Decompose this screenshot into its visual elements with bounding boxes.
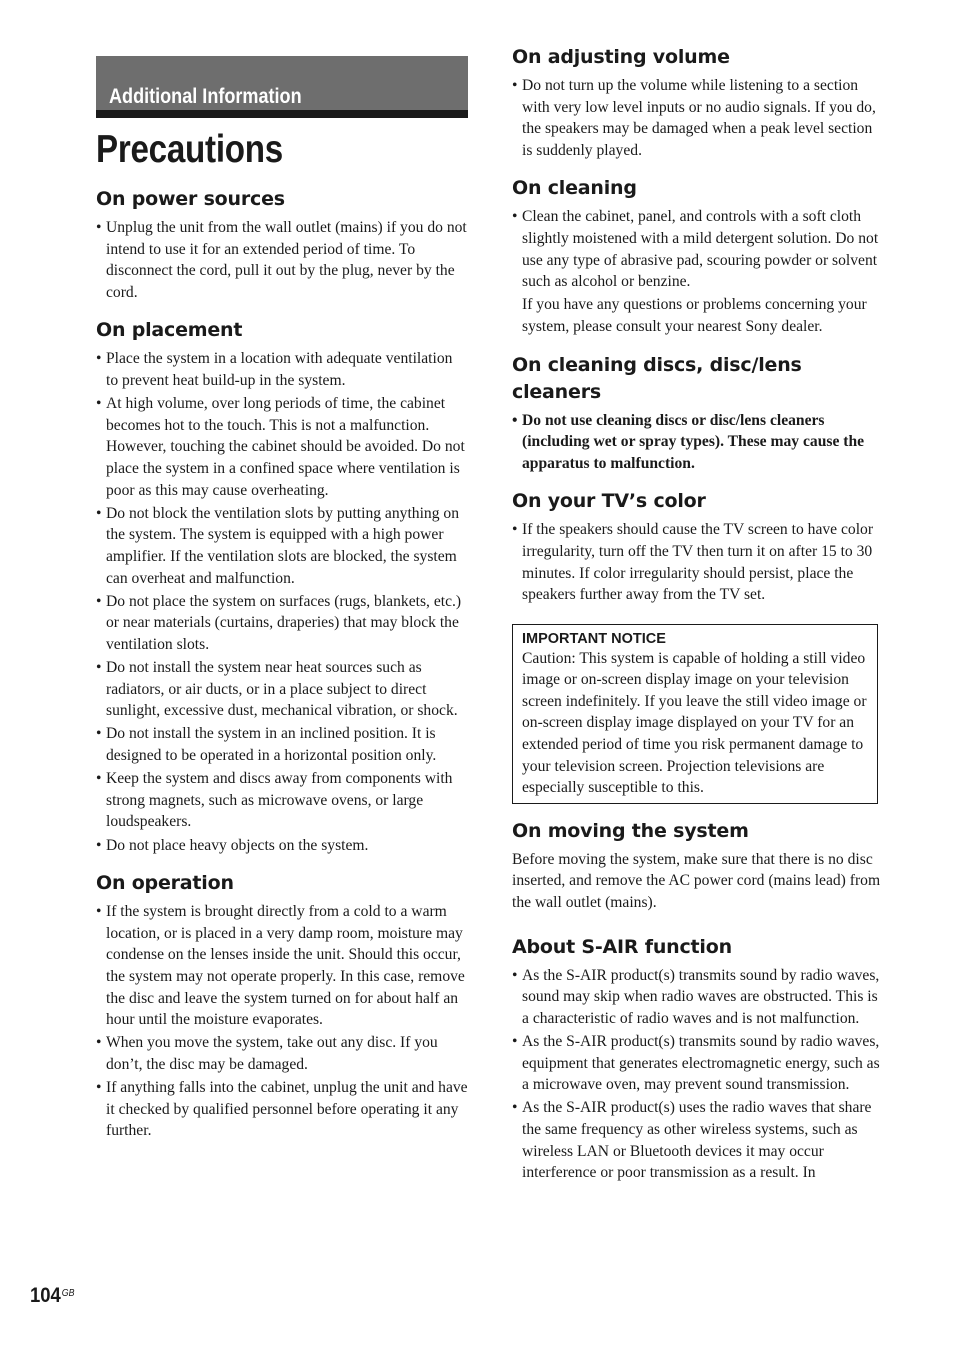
list-placement (96, 348, 468, 856)
list-item: • If the speakers should cause the TV screen to have color irregularity, turn off the TV then turn it on after 15 to 30 minutes. If color irregularity should persist, place the speakers further away from the TV set. (512, 519, 882, 605)
section-banner (96, 56, 468, 118)
heading-tv-color: On your TV’s color (512, 490, 706, 513)
list-item: • As the S-AIR product(s) uses the radio waves that share the same frequency as other wireless systems, such as wireless LAN or Bluetooth devices it may occur interference or poor transmission as a result. In (512, 1097, 882, 1183)
page-number-suffix: GB (61, 1288, 75, 1299)
list-item: • Do not turn up the volume while listening to a section with very low level inputs or no audio signals. If you do, the speakers may be damaged when a peak level section is suddenly played. (512, 75, 882, 161)
list-item: • Do not block the ventilation slots by putting anything on the system. The system is equipped with a high power amplifier. If the ventilation slots are blocked, the system can overheat and malfunction. (96, 503, 468, 589)
list-cleaning-discs (512, 410, 882, 475)
list-item: • Do not install the system near heat sources such as radiators, or air ducts, or in a place subject to direct sunlight, excessive dust, mechanical vibration, or shock. (96, 657, 468, 722)
list-item: • Do not use cleaning discs or disc/lens cleaners (including wet or spray types). These may cause the apparatus to malfunction. (512, 410, 882, 475)
heading-placement: On placement (96, 319, 243, 342)
heading-cleaning: On cleaning (512, 177, 637, 200)
list-item: • As the S-AIR product(s) transmits sound by radio waves, equipment that generates electromagnetic energy, such as a microwave oven, may prevent sound transmission. (512, 1031, 882, 1096)
page-number (30, 1284, 74, 1308)
heading-s-air: About S-AIR function (512, 935, 732, 958)
list-item: • As the S-AIR product(s) transmits sound by radio waves, sound may skip when radio waves are obstructed. This is a characteristic of radio waves and is not malfunction. (512, 965, 882, 1030)
list-item: • At high volume, over long periods of time, the cabinet becomes hot to the touch. This is not a malfunction. However, touching the cabinet should be avoided. Do not place the system in a confined space where ventilation is poor as this may cause overheating. (96, 393, 468, 501)
list-item: • If the system is brought directly from a cold to a warm location, or is placed in a very damp room, moisture may condense on the lenses inside the unit. Should this occur, the system may not operate properly. In this case, remove the disc and leave the system turned on for about half an hour until the moisture evaporates. (96, 901, 468, 1031)
list-cleaning (512, 206, 882, 292)
page-title: Precautions (96, 128, 283, 171)
notice-title: IMPORTANT NOTICE (522, 630, 666, 647)
list-item: • When you move the system, take out any disc. If you don’t, the disc may be damaged. (96, 1032, 468, 1075)
notice-text: Caution: This system is capable of holding a still video image or on-screen display image on your television screen indefinitely. If you leave the still video image or on-screen display image displayed on your TV for an extended period of time you risk permanent damage to your television screen. Projection televisions are especially susceptible to this. (522, 649, 867, 797)
heading-adjusting-volume: On adjusting volume (512, 46, 730, 68)
list-operation (96, 901, 468, 1142)
page-number-value: 104 (30, 1284, 61, 1307)
important-notice-box (512, 624, 878, 804)
list-s-air (512, 965, 882, 1184)
right-column (512, 44, 882, 1185)
moving-text: Before moving the system, make sure that there is no disc inserted, and remove the AC power cord (mains lead) from the wall outlet (mains). (512, 850, 881, 912)
section-label: Additional Information (109, 85, 302, 108)
list-item: • Do not install the system in an inclined position. It is designed to be operated in a horizontal position only. (96, 723, 468, 766)
heading-operation: On operation (96, 872, 234, 895)
list-power-sources (96, 217, 468, 303)
list-adjusting-volume (512, 75, 882, 161)
list-item: • Do not place heavy objects on the system. (96, 835, 468, 857)
heading-moving-system: On moving the system (512, 819, 749, 842)
list-item: • Clean the cabinet, panel, and controls with a soft cloth slightly moistened with a mild detergent solution. Do not use any type of abrasive pad, scouring powder or solvent such as alcohol or benzine. (512, 206, 882, 292)
list-item: • Keep the system and discs away from components with strong magnets, such as microwave ovens, or large loudspeakers. (96, 768, 468, 833)
list-item: • Do not place the system on surfaces (rugs, blankets, etc.) or near materials (curtains, draperies) that may block the ventilation slots. (96, 591, 468, 656)
heading-power-sources: On power sources (96, 188, 285, 210)
heading-cleaning-discs: On cleaning discs, disc/lens cleaners (512, 353, 802, 403)
left-column (96, 56, 468, 1144)
list-item: • Unplug the unit from the wall outlet (mains) if you do not intend to use it for an extended period of time. To disconnect the cord, pull it out by the plug, never by the cord. (96, 217, 468, 303)
list-tv-color (512, 519, 882, 605)
list-item: • Place the system in a location with adequate ventilation to prevent heat build-up in the system. (96, 348, 468, 391)
list-item: • If anything falls into the cabinet, unplug the unit and have it checked by qualified personnel before operating it any further. (96, 1077, 468, 1142)
cleaning-note: If you have any questions or problems concerning your system, please consult your nearest Sony dealer. (522, 296, 867, 335)
